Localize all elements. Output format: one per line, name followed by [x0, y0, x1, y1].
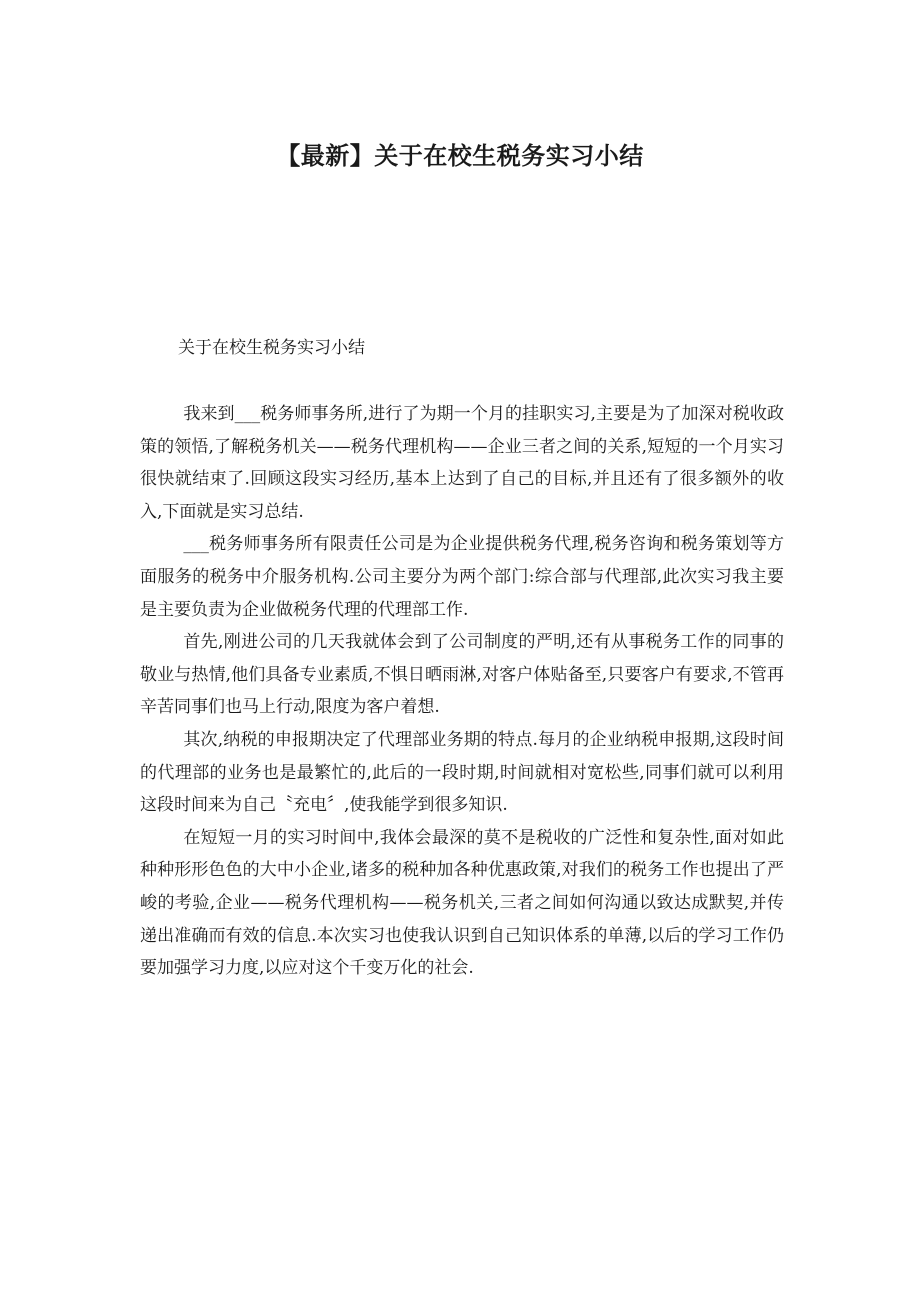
- document-subtitle: 关于在校生税务实习小结: [178, 338, 365, 358]
- body-paragraph: ___税务师事务所有限责任公司是为企业提供税务代理,税务咨询和税务策划等方面服务的税务中介服务机构.公司主要分为两个部门:综合部与代理部,此次实习我主要是主要负责为企业做税务代理的代理部工作.: [140, 534, 784, 620]
- body-paragraph: 其次,纳税的申报期决定了代理部业务期的特点.每月的企业纳税申报期,这段时间的代理部的业务也是最繁忙的,此后的一段时期,时间就相对宽松些,同事们就可以利用这段时间来为自己〝充电〞,使我能学到很多知识.: [140, 729, 784, 816]
- document-title: 【最新】关于在校生税务实习小结: [276, 142, 644, 170]
- body-paragraph: 我来到___税务师事务所,进行了为期一个月的挂职实习,主要是为了加深对税收政策的领悟,了解税务机关——税务代理机构——企业三者之间的关系,短短的一个月实习很快就结束了.回顾这段实习经历,基本上达到了自己的目标,并且还有了很多额外的收入,下面就是实习总结.: [140, 404, 784, 522]
- document-body: [140, 398, 784, 985]
- body-paragraph: 首先,刚进公司的几天我就体会到了公司制度的严明,还有从事税务工作的同事的敬业与热情,他们具备专业素质,不惧日晒雨淋,对客户体贴备至,只要客户有要求,不管再辛苦同事们也马上行动,限度为客户着想.: [140, 632, 784, 718]
- body-paragraph: 在短短一月的实习时间中,我体会最深的莫不是税收的广泛性和复杂性,面对如此种种形形色色的大中小企业,诸多的税种加各种优惠政策,对我们的税务工作也提出了严峻的考验,企业——税务代理机构——税务机关,三者之间如何沟通以致达成默契,并传递出准确而有效的信息.本次实习也使我认识到自己知识体系的单薄,以后的学习工作仍要加强学习力度,以应对这个千变万化的社会.: [140, 827, 784, 979]
